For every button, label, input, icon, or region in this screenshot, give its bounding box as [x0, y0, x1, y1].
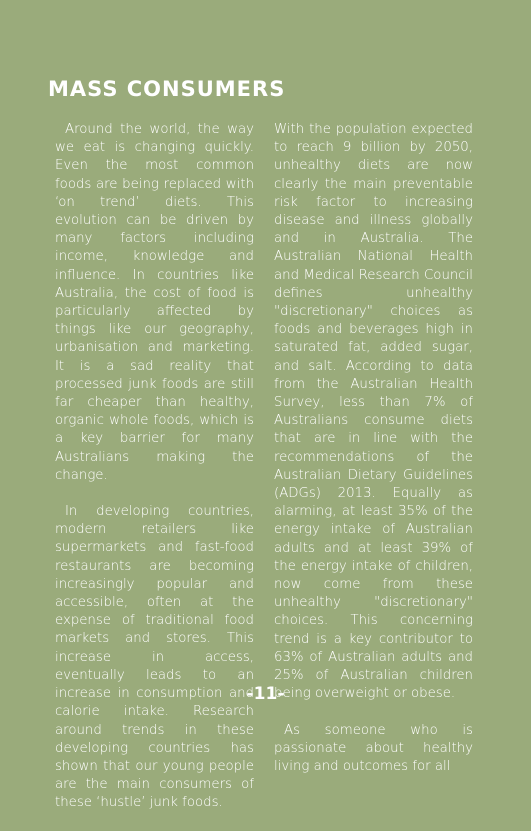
- right-paragraph-1: With the population expected to reach 9 billion by 2050, unhealthy diets are now clearly the main preventable risk factor to increasing disease and illness globally and in Australia. The Australian National Health and Medical Research Council defines unhealthy "discretionary" choices as foods and beverages high in saturated fat, added sugar, and salt. According to data from the Australian Health Survey, less than 7% of Australians consume diets that are in line with the recommendations of the Australian Dietary Guidelines (ADGs) 2013. Equally as alarming, at least 35% of the energy intake of Australian adults and at least 39% of the energy intake of children, now come from these unhealthy "discretionary" choices. This concerning trend is a key contributor to 63% of Australian adults and 25% of Australian children being overweight or obese.: [274, 122, 473, 702]
- left-paragraph-1: Around the world, the way we eat is changing quickly. Even the most common foods are being replaced with ‘on trend’ diets. This evolution can be driven by many factors including income, knowledge and influence. In countries like Australia, the cost of food is particularly affected by things like our geography, urbanisation and marketing. It is a sad reality that processed junk foods are still far cheaper than healthy, organic whole foods, which is a key barrier for many Australians making the change.: [55, 122, 254, 483]
- page-heading: MASS CONSUMERS: [48, 77, 286, 101]
- right-paragraph-2: As someone who is passionate about healthy living and outcomes for all: [274, 722, 473, 774]
- page-number: -11-: [246, 684, 285, 704]
- left-text-column: [55, 121, 254, 831]
- left-paragraph-2: In developing countries, modern retailers like supermarkets and fast-food restaurants are becoming increasingly popular and accessible, often at the expense of traditional food markets and stores. This increase in access, eventually leads to an increase in consumption and calorie intake. Research around trends in these developing countries has shown that our young people are the main consumers of these ‘hustle’ junk foods.: [55, 504, 254, 811]
